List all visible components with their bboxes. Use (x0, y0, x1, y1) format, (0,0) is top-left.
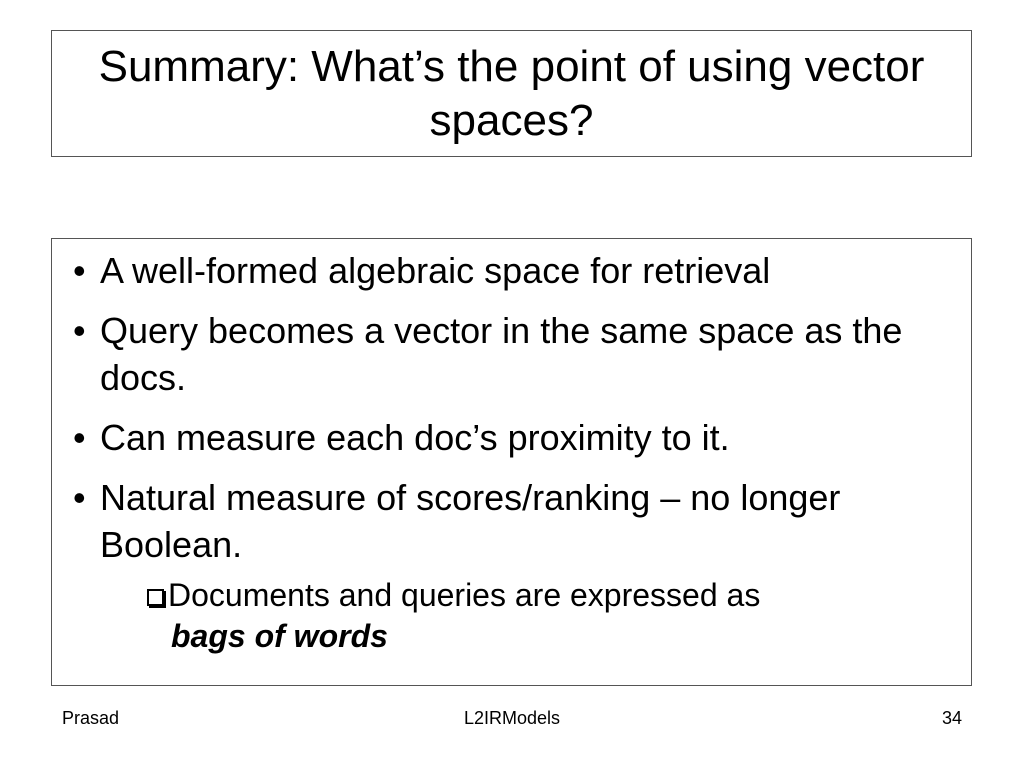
slide-title: Summary: What’s the point of using vector spaces? (98, 41, 925, 145)
sub-bullet-item (147, 575, 967, 657)
footer-center: L2IRModels (463, 708, 561, 728)
bullet-item (52, 247, 967, 294)
sub-bullet-text: Documents and queries are expressed as (168, 577, 761, 613)
bullet-list (52, 247, 967, 657)
bullet-marker: • (73, 310, 86, 351)
bullet-marker: • (73, 417, 86, 458)
bullet-item (52, 307, 967, 401)
bullet-text: Can measure each doc’s proximity to it. (100, 417, 730, 458)
footer-page-number: 34 (941, 708, 962, 728)
title-box (51, 30, 972, 157)
content-box (51, 238, 972, 686)
sub-bullet-emphasis: bags of words (171, 618, 388, 654)
bullet-item (52, 414, 967, 461)
bullet-text: Query becomes a vector in the same space as the docs. (100, 310, 903, 398)
checkbox-icon (147, 589, 164, 606)
bullet-marker: • (73, 477, 86, 518)
bullet-item (52, 474, 967, 568)
footer-left: Prasad (62, 708, 120, 728)
bullet-text: Natural measure of scores/ranking – no longer Boolean. (100, 477, 841, 565)
bullet-text: A well-formed algebraic space for retrieval (100, 250, 771, 291)
bullet-marker: • (73, 250, 86, 291)
